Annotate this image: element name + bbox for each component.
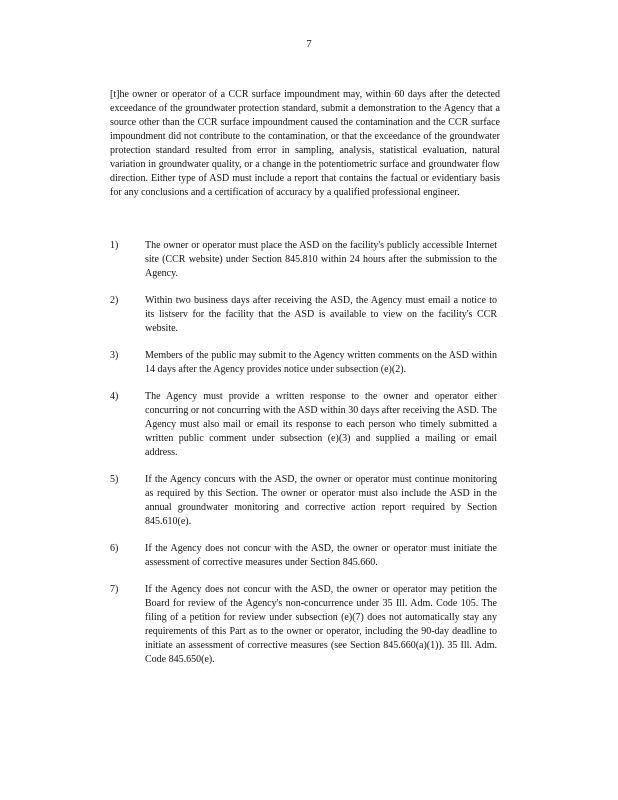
- list-item: [0, 542, 618, 570]
- list-item: [0, 239, 618, 281]
- list-item-number: 5): [110, 474, 119, 485]
- list-item-text: If the Agency concurs with the ASD, the owner or operator must continue monitoring as required by this Section. The owner or operator must also include the ASD in the annual groundwater monitoring and corrective action report required by Section 845.610(e).: [145, 474, 497, 527]
- list-item-text: The owner or operator must place the ASD on the facility's publicly accessible Internet site (CCR website) under Section 845.810 within 24 hours after the submission to the Agency.: [145, 240, 497, 279]
- list-item: [0, 349, 618, 377]
- list-item-text: The Agency must provide a written response to the owner and operator either concurring or not concurring with the ASD within 30 days after receiving the ASD. The Agency must also mail or email its response to each person who timely submitted a written public comment under subsection (e)(3) and supplied a mailing or email address.: [145, 391, 497, 458]
- list-item: [0, 390, 618, 460]
- page-number: 7: [306, 38, 312, 50]
- list-item: [0, 294, 618, 336]
- list-item: [0, 473, 618, 529]
- list-item-text: Within two business days after receiving the ASD, the Agency must email a notice to its listserv for the facility that the ASD is available to view on the facility's CCR website.: [145, 295, 497, 334]
- list-item-number: 2): [110, 295, 119, 306]
- list-item-number: 6): [110, 543, 119, 554]
- list-item: [0, 583, 618, 667]
- numbered-list: [0, 239, 618, 680]
- list-item-text: Members of the public may submit to the Agency written comments on the ASD within 14 days after the Agency provides notice under subsection (e)(2).: [145, 350, 497, 375]
- intro-paragraph: [t]he owner or operator of a CCR surface impoundment may, within 60 days after the detected exceedance of the groundwater protection standard, submit a demonstration to the Agency that a source other than the CCR surface impoundment caused the contamination and the CCR surface impoundment did not contribute to the contamination, or that the exceedance of the groundwater protection standard resulted from error in sampling, analysis, statistical evaluation, natural variation in groundwater quality, or a change in the potentiometric surface and groundwater flow direction. Either type of ASD must include a report that contains the factual or evidentiary basis for any conclusions and a certification of accuracy by a qualified professional engineer.: [110, 89, 500, 198]
- list-item-number: 1): [110, 240, 119, 251]
- list-item-number: 4): [110, 391, 119, 402]
- list-item-text: If the Agency does not concur with the ASD, the owner or operator must initiate the assessment of corrective measures under Section 845.660.: [145, 543, 497, 568]
- list-item-number: 3): [110, 350, 119, 361]
- list-item-text: If the Agency does not concur with the ASD, the owner or operator may petition the Board for review of the Agency's non-concurrence under 35 Ill. Adm. Code 105. The filing of a petition for review under subsection (e)(7) does not automatically stay any requirements of this Part as to the owner or operator, including the 90-day deadline to initiate an assessment of corrective measures (see Section 845.660(a)(1)). 35 Ill. Adm. Code 845.650(e).: [145, 584, 497, 665]
- list-item-number: 7): [110, 584, 119, 595]
